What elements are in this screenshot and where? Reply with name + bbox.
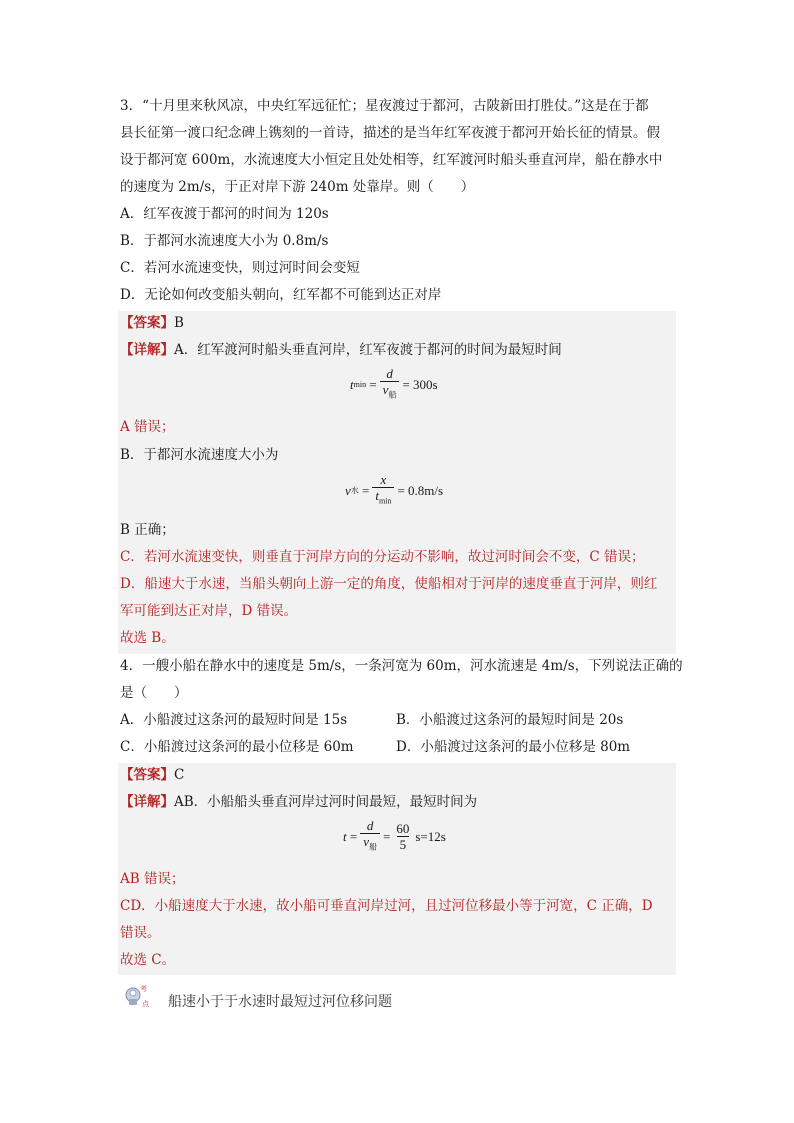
svg-text:点: 点 (142, 1000, 149, 1008)
q3-detail-a-line (120, 341, 562, 359)
formula-v-water: v 水 = $\frac{x}{t_{min}}$ = 0.8m/s (345, 472, 443, 510)
q3-detail-d-1: D．船速大于水速，当船头朝向上游一定的角度，使船相对于河岸的速度垂直于河岸，则红 (120, 576, 658, 592)
q3-answer-line (120, 314, 184, 332)
q3-option-b: B．于都河水流速度大小为 0.8m/s (120, 233, 329, 249)
q4-detail-tag: 【详解】 (120, 794, 174, 810)
q3-detail-tag: 【详解】 (120, 342, 174, 358)
svg-text:考: 考 (140, 985, 147, 993)
q3-a-wrong: A 错误； (120, 419, 175, 435)
q4-detail-cd-2: 错误。 (120, 925, 161, 941)
q3-answer-tag: 【答案】 (120, 315, 174, 331)
q3-b-right: B 正确； (120, 522, 175, 538)
knowledge-point-icon (124, 980, 154, 1010)
knowledge-point-label: 船速小于于水速时最短过河位移问题 (168, 994, 392, 1010)
q4-stem-line-1: 4．一艘小船在静水中的速度是 5m/s，一条河宽为 60m，河水流速是 4m/s，下列说法正确的 (120, 658, 683, 674)
q4-option-b: B．小船渡过这条河的最短时间是 20s (396, 712, 624, 728)
q3-conclusion: 故选 B。 (120, 630, 175, 646)
q3-stem-line-1: 3．“十月里来秋风凉，中央红军远征忙；星夜渡过于都河，古陂新田打胜仗。”这是在于都 (120, 98, 649, 114)
q3-option-a: A．红军夜渡于都河的时间为 120s (120, 206, 329, 222)
fraction-d-over-v-boat: $\frac{d}{v_船}$ (360, 818, 380, 856)
fraction-d-over-v: $\frac{d}{v_船}$ (380, 366, 400, 404)
q4-detail-cd-1: CD．小船速度大于水速，故小船可垂直河岸过河，且过河位移最小等于河宽，C 正确，D (120, 898, 653, 914)
q4-ab-wrong: AB 错误； (120, 871, 185, 887)
q4-answer: C (174, 767, 185, 783)
q3-answer: B (174, 315, 184, 331)
q3-stem-line-4: 的速度为 2m/s，于正对岸下游 240m 处靠岸。则（ ） (120, 179, 475, 195)
formula-t-min: t min = $\frac{d}{v_船}$ = 300s (350, 366, 438, 404)
q4-answer-line (120, 766, 184, 784)
q3-stem-line-3: 设于都河宽 600m，水流速度大小恒定且处处相等，红军渡河时船头垂直河岸，船在静水中 (120, 152, 663, 168)
q3-detail-a: A．红军渡河时船头垂直河岸，红军夜渡于都河的时间为最短时间 (174, 342, 562, 358)
q4-stem-line-2: 是（ ） (120, 685, 188, 701)
q4-answer-tag: 【答案】 (120, 767, 174, 783)
q3-option-d: D．无论如何改变船头朝向，红军都不可能到达正对岸 (120, 287, 442, 303)
q3-option-c: C．若河水流速变快，则过河时间会变短 (120, 260, 360, 276)
q3-detail-b: B．于都河水流速度大小为 (120, 447, 279, 463)
q3-detail-c: C．若河水流速变快，则垂直于河岸方向的分运动不影响，故过河时间会不变，C 错误； (120, 549, 645, 565)
q3-detail-d-2: 军可能到达正对岸，D 错误。 (120, 603, 298, 619)
fraction-x-over-t: $\frac{x}{t_{min}}$ (372, 472, 394, 510)
q4-option-c: C．小船渡过这条河的最小位移是 60m (120, 739, 354, 755)
q4-option-d: D．小船渡过这条河的最小位移是 80m (396, 739, 631, 755)
q4-conclusion: 故选 C。 (120, 952, 176, 968)
q4-detail-ab: AB．小船船头垂直河岸过河时间最短，最短时间为 (174, 794, 478, 810)
fraction-60-over-5: $\frac{60}{5}$ (396, 820, 410, 852)
q4-detail-ab-line (120, 793, 477, 811)
formula-t-shortest: t = $\frac{d}{v_船}$ = $\frac{60}{5}$ s=12s (343, 818, 446, 856)
q3-stem-line-2: 县长征第一渡口纪念碑上镌刻的一首诗，描述的是当年红军夜渡于都河开始长征的情景。假 (120, 125, 660, 141)
q4-option-a: A．小船渡过这条河的最短时间是 15s (120, 712, 348, 728)
